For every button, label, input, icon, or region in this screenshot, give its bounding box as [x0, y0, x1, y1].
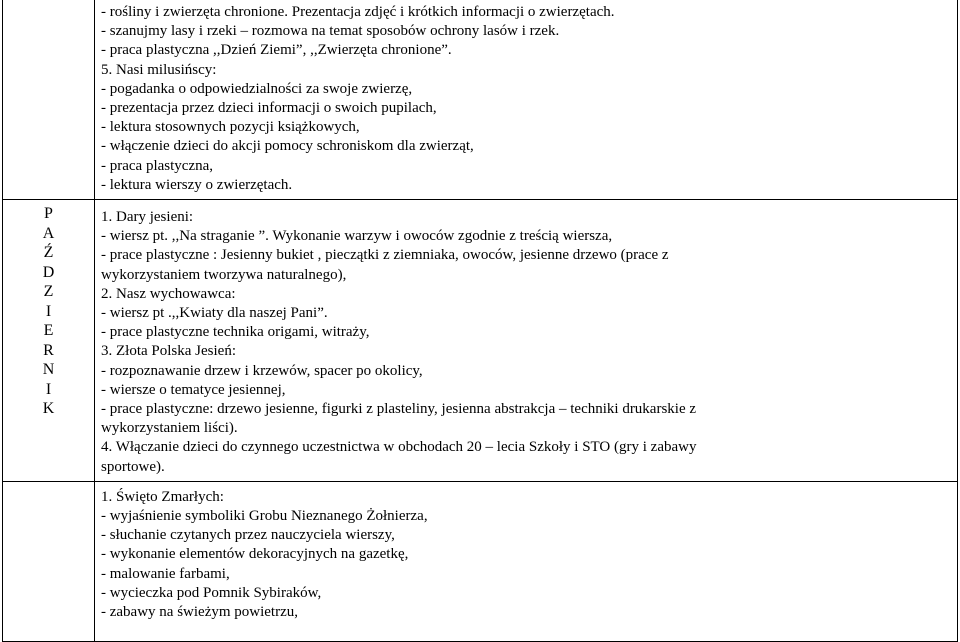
text-line: - malowanie farbami,	[101, 565, 230, 582]
month-letter: P	[44, 205, 53, 223]
text-line: - lektura stosownych pozycji książkowych,	[101, 119, 360, 136]
text-line: 2. Nasz wychowawca:	[101, 285, 236, 302]
month-letter: K	[42, 400, 55, 418]
text-line: - praca plastyczna,	[101, 157, 214, 174]
table-row-pazdziernik	[3, 200, 958, 482]
content-cell-top	[95, 0, 958, 200]
text-line: 4. Włączanie dzieci do czynnego uczestnictwa w obchodach 20 – lecia Szkoły i STO (gry i zabawy	[101, 439, 697, 456]
month-letter: D	[42, 263, 55, 281]
text-line: 5. Nasi milusińscy:	[101, 61, 217, 78]
text-line: sportowe).	[101, 458, 165, 475]
month-cell-empty-bottom	[3, 481, 95, 641]
table-row-bottom	[3, 481, 958, 641]
text-line: - wycieczka pod Pomnik Sybiraków,	[101, 584, 322, 601]
month-cell-empty	[3, 0, 95, 200]
month-letter: Ź	[43, 244, 54, 262]
text-line: 1. Święto Zmarłych:	[101, 488, 224, 505]
text-line: - wykonanie elementów dekoracyjnych na gazetkę,	[101, 546, 409, 563]
text-line: wykorzystaniem liści).	[101, 420, 238, 437]
text-line: 1. Dary jesieni:	[101, 209, 194, 226]
month-letter: I	[45, 302, 52, 320]
month-letter: Z	[43, 283, 54, 301]
content-cell-bottom	[95, 481, 958, 641]
text-line: wykorzystaniem tworzywa naturalnego),	[101, 266, 347, 283]
text-line: - szanujmy lasy i rzeki – rozmowa na temat sposobów ochrony lasów i rzek.	[101, 23, 560, 40]
month-cell-pazdziernik	[3, 200, 95, 482]
content-pazdziernik	[95, 200, 957, 481]
text-line: - lektura wierszy o zwierzętach.	[101, 176, 293, 193]
month-letter: A	[42, 224, 55, 242]
content-cell-pazdziernik	[95, 200, 958, 482]
text-line: - prace plastyczne technika origami, witraży,	[101, 324, 370, 341]
text-line: - słuchanie czytanych przez nauczyciela wierszy,	[101, 527, 395, 544]
text-line: - wiersz pt .,,Kwiaty dla naszej Pani”.	[101, 305, 328, 322]
month-letter: R	[43, 341, 54, 359]
month-letter: I	[45, 380, 52, 398]
text-line: - rośliny i zwierzęta chronione. Prezentacja zdjęć i krótkich informacji o zwierzętach.	[101, 4, 615, 20]
text-line: - prezentacja przez dzieci informacji o swoich pupilach,	[101, 100, 437, 117]
text-line: - rozpoznawanie drzew i krzewów, spacer po okolicy,	[101, 362, 423, 379]
month-name-vertical	[3, 200, 94, 419]
text-line: - prace plastyczne: drzewo jesienne, figurki z plasteliny, jesienna abstrakcja – techniki drukarskie z	[101, 401, 697, 418]
text-line: - prace plastyczne : Jesienny bukiet , pieczątki z ziemniaka, owoców, jesienne drzewo (prace z	[101, 247, 669, 264]
text-line: - wiersz pt. ,,Na straganie ”. Wykonanie warzyw i owoców zgodnie z treścią wiersza,	[101, 228, 613, 245]
text-line: - włączenie dzieci do akcji pomocy schroniskom dla zwierząt,	[101, 138, 474, 155]
text-line: - wiersze o tematyce jesiennej,	[101, 381, 286, 398]
text-line: 3. Złota Polska Jesień:	[101, 343, 236, 360]
content-bottom	[95, 482, 957, 626]
table-row-top	[3, 0, 958, 200]
month-letter: N	[42, 361, 55, 379]
month-letter: E	[43, 322, 54, 340]
text-line: - wyjaśnienie symboliki Grobu Nieznanego Żołnierza,	[101, 508, 428, 525]
text-line: - zabawy na świeżym powietrzu,	[101, 604, 299, 621]
text-line: - pogadanka o odpowiedzialności za swoje zwierzę,	[101, 80, 413, 97]
content-top	[95, 0, 957, 199]
plan-table	[2, 0, 958, 642]
text-line: - praca plastyczna ,,Dzień Ziemi”, ,,Zwierzęta chronione”.	[101, 42, 452, 59]
